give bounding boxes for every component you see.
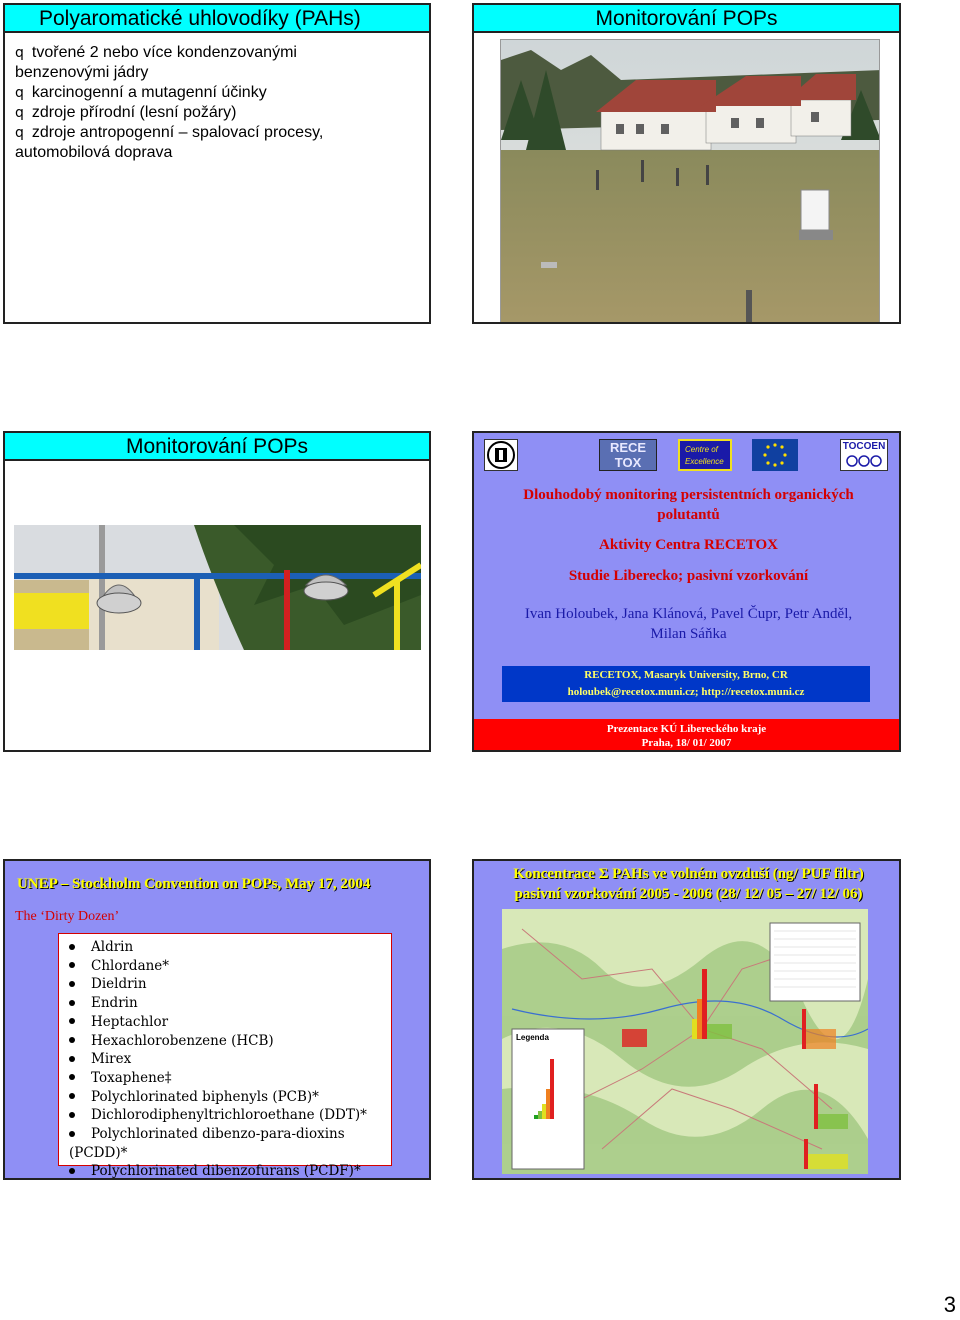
bullet-marker: q [15,125,24,141]
slide-pah-map [472,859,901,1180]
bullet-dot-icon [69,1131,75,1137]
bullet-dot-icon [69,1074,75,1080]
page-number: 3 [943,1292,956,1317]
slide-title: Koncentrace Σ PAHs ve volném ovzduší (ng/ PUF filtr) pasivní vzorkování 2005 - 2006 (28/ 12/ 05 – 27/ 12/ 06) [513,866,864,902]
pah-map-drawing [502,909,868,1174]
bullet-dot-icon [69,1018,75,1024]
institution-box [502,666,870,702]
slide-title: Polyaromatické uhlovodíky (PAHs) [5,5,429,33]
bullet-continuation: benzenovými jádry [15,64,149,81]
slide-title-presentation [472,431,901,752]
bullet-item: q zdroje antropogenní – spalovací procesy, [15,124,324,141]
recetox-logo: RECE TOX [599,439,657,471]
pops-list-item: Chlordane* [69,957,391,976]
map-legend-title: Legenda [516,1033,549,1042]
presentation-heading: Dlouhodobý monitoring persistentních organických polutantů [523,487,854,523]
bullet-dot-icon [69,1112,75,1118]
slide-title: Monitorování POPs [5,433,429,461]
pops-list-item: Polychlorinated dibenzo-para-dioxins (PCDD)* [69,1126,345,1161]
authors: Ivan Holoubek, Jana Klánová, Pavel Čupr, Petr Anděl, Milan Sáňka [524,606,853,642]
pops-list-item: Polychlorinated dibenzofurans (PCDF)* [69,1162,391,1180]
pops-list-item: Heptachlor [69,1013,391,1032]
pops-list-item: Endrin [69,994,391,1013]
bullet-marker: q [15,105,24,121]
slide-subtitle: The ‘Dirty Dozen’ [15,909,120,924]
monitoring-station-photo [500,39,880,323]
bullet-item: q tvořené 2 nebo více kondenzovanými [15,44,297,61]
bullet-dot-icon [69,1093,75,1099]
bullet-marker: q [15,45,24,61]
centre-of-excellence-logo: Centre of Excellence [678,439,732,471]
bullet-dot-icon [69,1000,75,1006]
pops-list-item: Hexachlorobenzene (HCB) [69,1032,391,1051]
bullet-dot-icon [69,981,75,987]
slide-monitoring-photo-station [472,3,901,324]
pops-list-item: Toxaphene‡ [69,1069,391,1088]
bullet-dot-icon [69,1168,75,1174]
slide-title: Monitorování POPs [474,5,899,33]
bullet-dot-icon [69,1037,75,1043]
institution: RECETOX, Masaryk University, Brno, CR [584,669,788,681]
samplers-photo [14,525,421,650]
bullet-dot-icon [69,1056,75,1062]
contact-link[interactable]: holoubek@recetox.muni.cz; http://recetox.muni.cz [567,686,805,698]
bullet-list [5,33,429,163]
pops-list-item: Aldrin [69,938,391,957]
pah-concentration-map [502,909,868,1174]
bullet-dot-icon [69,944,75,950]
presentation-study: Studie Liberecko; pasivní vzorkování [568,568,809,584]
university-seal-icon [485,440,517,470]
university-logo [484,439,518,471]
pops-list [69,938,391,1180]
slide-monitoring-photo-samplers [3,431,431,752]
slide-dirty-dozen [3,859,431,1180]
monitoring-station-photo-drawing [501,40,880,323]
slide-title: UNEP – Stockholm Convention on POPs, May 17, 2004 [17,876,371,892]
slide-pahs [3,3,431,324]
bullet-item: q zdroje přírodní (lesní požáry) [15,104,237,121]
presentation-subtitle: Aktivity Centra RECETOX [599,537,778,553]
eu-flag-icon [752,439,798,471]
tocoen-logo: TOCOEN [840,439,888,471]
pops-list-item: Polychlorinated biphenyls (PCB)* [69,1088,391,1107]
samplers-photo-drawing [14,525,421,650]
pops-list-box [58,933,392,1180]
pops-list-item: Dichlorodiphenyltrichloroethane (DDT)* [69,1106,391,1125]
pops-list-item: Dieldrin [69,975,391,994]
logo-row [474,439,899,475]
bullet-continuation: automobilová doprava [15,144,173,161]
bullet-marker: q [15,85,24,101]
bullet-dot-icon [69,962,75,968]
presentation-footer: Prezentace KÚ Libereckého kraje Praha, 18/ 01/ 2007 [474,719,899,752]
bullet-item: q karcinogenní a mutagenní účinky [15,84,267,101]
pops-list-item: Mirex [69,1050,391,1069]
